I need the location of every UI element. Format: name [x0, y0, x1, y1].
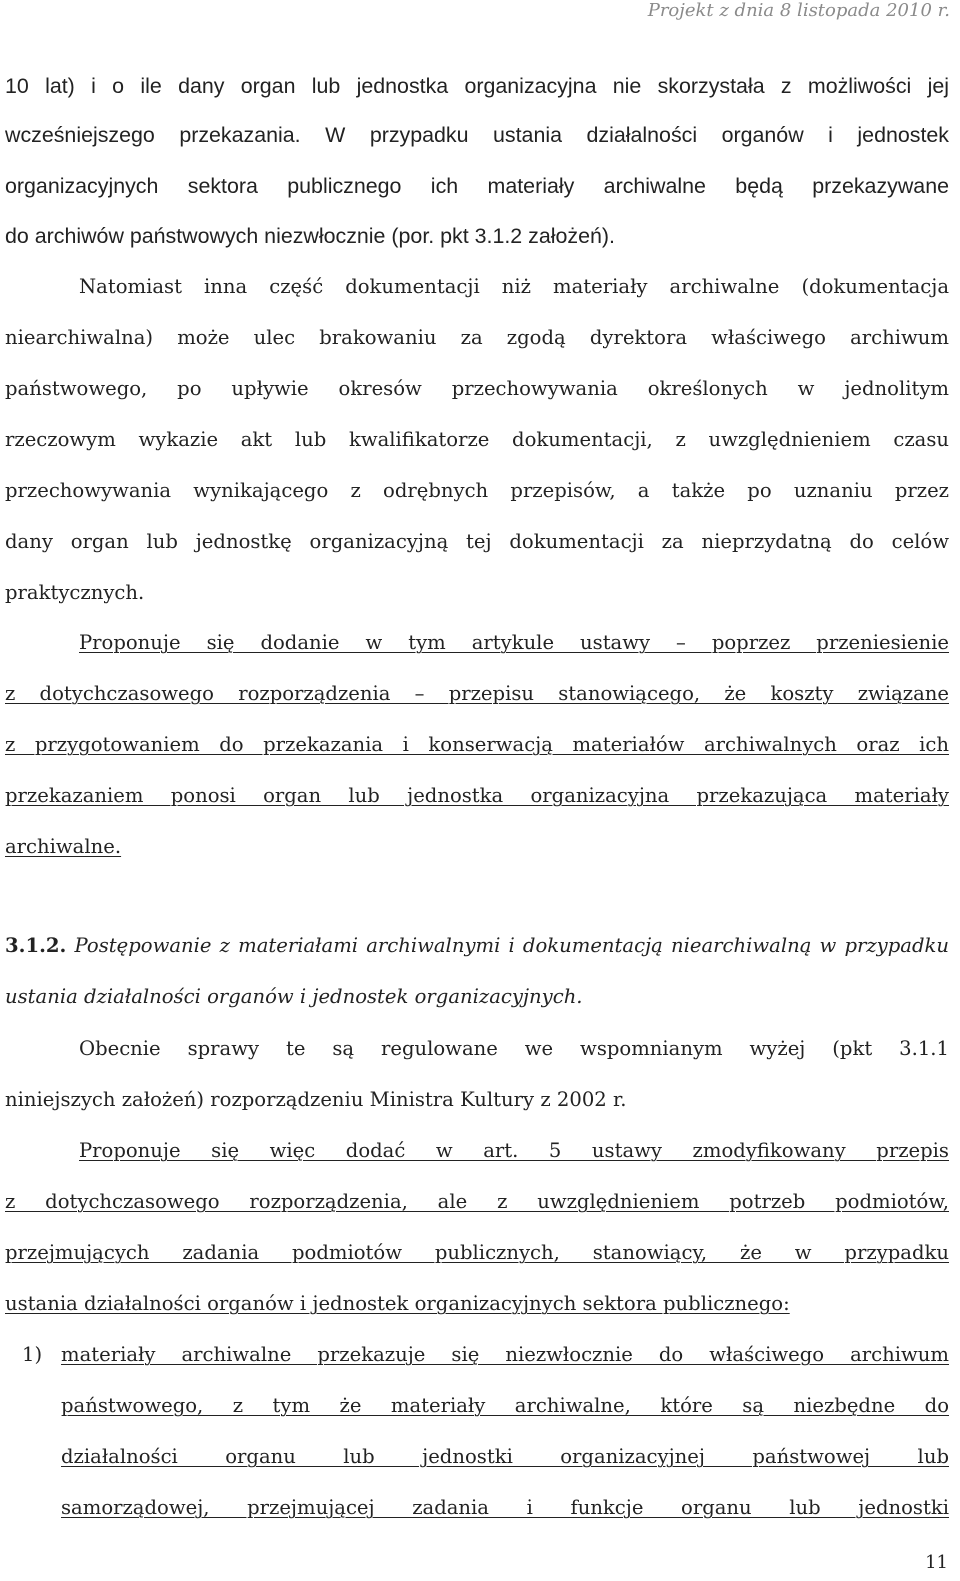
text-line-underlined: przejmujących zadania podmiotów publicznych, stanowiący, że w przypadku — [5, 1241, 949, 1264]
list-item-line: działalności organu lub jednostki organizacyjnej państwowej lub — [61, 1445, 949, 1468]
text-line: niearchiwalna) może ulec brakowaniu za zgodą dyrektora właściwego archiwum — [5, 326, 949, 349]
text-line-underlined: z dotychczasowego rozporządzenia – przepisu stanowiącego, że koszty związane — [5, 682, 949, 705]
text-line: 10 lat) i o ile dany organ lub jednostka organizacyjna nie skorzystała z możliwości jej — [5, 74, 949, 98]
page-number: 11 — [925, 1552, 948, 1573]
text-line: organizacyjnych sektora publicznego ich materiały archiwalne będą przekazywane — [5, 174, 949, 198]
text-line: do archiwów państwowych niezwłocznie (por. pkt 3.1.2 założeń). — [5, 224, 615, 248]
text-line-underlined: z dotychczasowego rozporządzenia, ale z uwzględnieniem potrzeb podmiotów, — [5, 1190, 949, 1213]
text-line-underlined: Proponuje się więc dodać w art. 5 ustawy zmodyfikowany przepis — [79, 1139, 949, 1162]
text-line-underlined: przekazaniem ponosi organ lub jednostka organizacyjna przekazująca materiały — [5, 784, 949, 807]
list-item-line: samorządowej, przejmującej zadania i funkcje organu lub jednostki — [61, 1496, 949, 1519]
text-line-underlined: ustania działalności organów i jednostek organizacyjnych sektora publicznego: — [5, 1292, 790, 1315]
text-line-underlined: archiwalne. — [5, 835, 122, 858]
text-line: rzeczowym wykazie akt lub kwalifikatorze dokumentacji, z uwzględnieniem czasu — [5, 428, 949, 451]
section-heading — [5, 931, 949, 961]
page-header: Projekt z dnia 8 listopada 2010 r. — [647, 0, 950, 21]
text-line: Obecnie sprawy te są regulowane we wspomnianym wyżej (pkt 3.1.1 — [79, 1037, 949, 1060]
text-line: niniejszych założeń) rozporządzeniu Ministra Kultury z 2002 r. — [5, 1088, 627, 1111]
text-line: praktycznych. — [5, 581, 145, 604]
list-item-line: państwowego, z tym że materiały archiwalne, które są niezbędne do — [61, 1394, 949, 1417]
text-line: wcześniejszego przekazania. W przypadku ustania działalności organów i jednostek — [5, 123, 949, 147]
section-number: 3.1.2. — [5, 934, 67, 957]
text-line: przechowywania wynikającego z odrębnych przepisów, a także po uznaniu przez — [5, 479, 949, 502]
section-heading-continued: ustania działalności organów i jednostek organizacyjnych. — [5, 985, 583, 1008]
list-item-line: materiały archiwalne przekazuje się niezwłocznie do właściwego archiwum — [61, 1343, 949, 1366]
text-line: dany organ lub jednostkę organizacyjną tej dokumentacji za nieprzydatną do celów — [5, 530, 949, 553]
text-line-underlined: Proponuje się dodanie w tym artykule ustawy – poprzez przeniesienie — [79, 631, 949, 654]
text-line: państwowego, po upływie okresów przechowywania określonych w jednolitym — [5, 377, 949, 400]
text-line-underlined: z przygotowaniem do przekazania i konserwacją materiałów archiwalnych oraz ich — [5, 733, 949, 756]
text-line: Natomiast inna część dokumentacji niż materiały archiwalne (dokumentacja — [79, 275, 949, 298]
section-title-part: Postępowanie z materiałami archiwalnymi i dokumentacją niearchiwalną w przypadku — [74, 934, 949, 957]
list-item-number: 1) — [22, 1343, 43, 1366]
